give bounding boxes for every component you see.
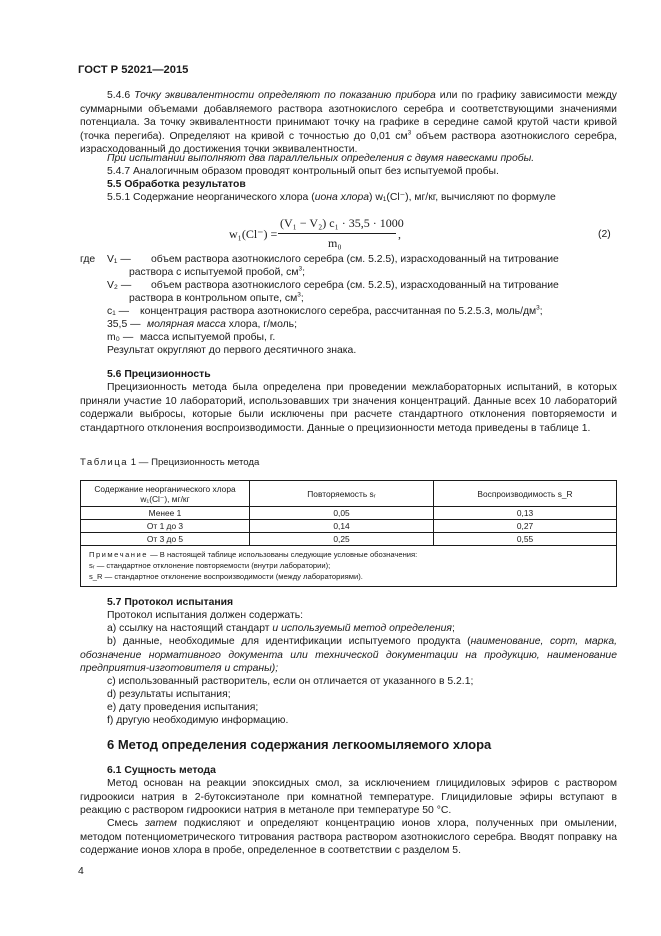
table-cell: 0,25 (250, 533, 434, 546)
clause-number: 5.4.6 (107, 90, 131, 101)
table-cell: 0,14 (250, 520, 434, 533)
paragraph-text: подкисляют и определяют концентрацию ионов хлора, полученных при омылении, методом потенциометрического титрования раствора раствором азотнокислого серебра. Вводят поправку на содержание ионов хлора в пробе, определенное в соответствии с разделом 5. (80, 818, 617, 857)
paragraph-5-4-7: 5.4.7 Аналогичным образом проводят контрольный опыт без испытуемой пробы. (107, 166, 499, 177)
table-cell: От 3 до 5 (81, 533, 250, 546)
result-rounding: Результат округляют до первого десятичного знака. (107, 345, 357, 356)
superscript: 3 (298, 265, 303, 273)
table-row (81, 507, 617, 520)
symbol-c1: c₁ — (107, 306, 129, 317)
italic-text: затем (144, 818, 177, 829)
italic-text: и используемый метод определения (272, 623, 452, 634)
definition-text: раствора с испытуемой пробой, см (129, 267, 299, 278)
item-text: ; (451, 623, 455, 634)
definition-v1-cont (129, 266, 305, 280)
note-line: sᵣ — стандартное отклонение повторяемости (внутри лаборатории); (89, 561, 331, 571)
column-header-reproducibility: Воспроизводимость s_R (434, 481, 617, 507)
parallel-note: При испытании выполняют два параллельных определения с двумя навесками пробы. (107, 153, 535, 164)
italic-text: иона хлора (314, 192, 370, 203)
protocol-item-f: f) другую необходимую информацию. (107, 715, 289, 726)
method-paragraph-1: Метод основан на реакции эпоксидных смол, за исключением глицидиловых эфиров с раствором гидроокиси натрия в 2-бутоксиэтаноле при комнатной температуре. Глицидиловые эфиры вступают в реакцию с раствором гидроокиси натрия в метаноле при температуре 50 °С. (80, 778, 617, 817)
superscript: 3 (536, 304, 540, 312)
definition-c1 (140, 305, 543, 319)
section-5-5-title: 5.5 Обработка результатов (107, 179, 246, 190)
precision-table (80, 480, 617, 587)
symbol-v1: V₁ — (107, 254, 131, 265)
symbol-m0: m₀ — (107, 332, 134, 343)
protocol-item-a (107, 622, 455, 636)
protocol-item-e: e) дату проведения испытания; (107, 702, 259, 713)
caption-number: 1 (130, 457, 137, 468)
paragraph-text: объем раствора азотнокислого серебра, израсходованный до достижения точки эквивалентности. (80, 130, 618, 156)
definition-text: раствора в контрольном опыте, см (129, 293, 298, 304)
item-text: b) данные, необходимые для идентификации испытуемого продукта ( (107, 636, 471, 647)
column-header-content (81, 481, 250, 507)
precision-paragraph: Прецизионность метода была определена при проведении межлабораторных испытаний, в которых приняли участие 10 лабораторий, использовавших три значения концентраций. Данные всех 10 лабораторий содержали выбросы, которые были исключены при расчете стандартного отклонения повторяемости и стандартного отклонения воспроизводимости. Данные о прецизионности метода приведены в таблице 1. (80, 382, 617, 434)
symbol-v2: V₂ — (107, 280, 132, 291)
table-row (81, 520, 617, 533)
protocol-item-b (80, 635, 617, 676)
item-text: а) ссылку на настоящий стандарт (107, 623, 273, 634)
table-row (81, 533, 617, 546)
definition-v2-cont (129, 292, 304, 306)
header-text: w₁(Cl⁻), мг/кг (140, 493, 190, 504)
definition-35-5 (147, 318, 297, 332)
where-word: где (80, 254, 96, 265)
table-cell: 0,13 (434, 507, 617, 520)
table-header-row (81, 481, 617, 507)
table-note (81, 546, 617, 587)
paragraph-text: или по графику зависимости между суммарными объемами добавляемого раствора азотнокислого серебра и соответствующими значениями потенциала. За точку эквивалентности принимают точку на графике в середине самой крутой части кривой (точка перегиба). Определяют на кривой с точностью до 0,01 см (80, 90, 617, 142)
definition-text: ; (300, 293, 304, 304)
section-5-6-title: 5.6 Прецизионность (107, 369, 211, 380)
paragraph-text: ) w₁(Cl⁻), мг/кг, вычисляют по формуле (369, 192, 556, 203)
table-cell: 0,05 (250, 507, 434, 520)
section-5-7-title: 5.7 Протокол испытания (107, 597, 234, 608)
fraction-bar (278, 233, 396, 234)
paragraph-5-4-6 (80, 89, 617, 157)
definition-v2: объем раствора азотнокислого серебра (см. 5.2.5), израсходованный на титрование (151, 280, 559, 291)
standard-header: ГОСТ Р 52021—2015 (78, 64, 189, 76)
table-cell: Менее 1 (81, 507, 250, 520)
note-line (89, 549, 608, 560)
table-cell: От 1 до 3 (81, 520, 250, 533)
definition-text: концентрация раствора азотнокислого серебра, рассчитанная по 5.2.5.3, моль/дм (140, 306, 537, 317)
method-paragraph-2 (80, 817, 617, 858)
italic-text: молярная масса (147, 319, 226, 330)
note-line: s_R — стандартное отклонение воспроизводимости (между лабораториями). (89, 572, 363, 582)
definition-text: ; (539, 306, 543, 317)
definition-m0: масса испытуемой пробы, г. (140, 332, 276, 343)
symbol-35-5: 35,5 — (107, 319, 141, 330)
table-cell: 0,27 (434, 520, 617, 533)
caption-word: Таблица (80, 457, 129, 468)
formula-comma: , (398, 227, 401, 241)
formula-numerator: (V₁ − V₂) c₁ · 35,5 · 1000 (280, 216, 404, 230)
formula-denominator: m₀ (328, 236, 342, 250)
superscript: 3 (407, 129, 412, 137)
note-word: Примечание (89, 550, 148, 559)
paragraph-text: 5.5.1 Содержание неорганического хлора ( (107, 192, 315, 203)
italic-text: Точку эквивалентности определяют по показанию прибора (134, 90, 436, 101)
formula-number: (2) (598, 229, 611, 240)
section-6-title: 6 Метод определения содержания легкоомыляемого хлора (107, 737, 492, 752)
table-note-row (81, 546, 617, 587)
definition-v1: объем раствора азотнокислого серебра (см. 5.2.5), израсходованный на титрование (151, 254, 559, 265)
formula-lhs: w₁(Cl⁻) = (229, 227, 278, 241)
protocol-item-d: d) результаты испытания; (107, 689, 231, 700)
column-header-repeatability: Повторяемость sᵣ (250, 481, 434, 507)
caption-text: — Прецизионность метода (136, 457, 260, 468)
paragraph-5-5-1 (107, 191, 556, 205)
protocol-intro: Протокол испытания должен содержать: (107, 610, 304, 621)
protocol-item-c: c) использованный растворитель, если он отличается от указанного в 5.2.1; (107, 676, 474, 687)
table-caption (80, 456, 259, 470)
italic-text: наименование, сорт, марка, обозначение нормативного документа или технической документации на продукцию, наименование предприятия-изготовителя и страны); (80, 636, 618, 675)
section-6-1-title: 6.1 Сущность метода (107, 765, 216, 776)
superscript: 3 (297, 291, 301, 299)
definition-text: ; (302, 267, 306, 278)
definition-text: хлора, г/моль; (225, 319, 297, 330)
table-cell: 0,55 (434, 533, 617, 546)
header-text: Содержание неорганического хлора (94, 483, 236, 494)
page-number: 4 (78, 866, 84, 877)
note-text: — В настоящей таблице использованы следующие условные обозначения: (147, 550, 418, 559)
paragraph-text: Смесь (107, 818, 145, 829)
